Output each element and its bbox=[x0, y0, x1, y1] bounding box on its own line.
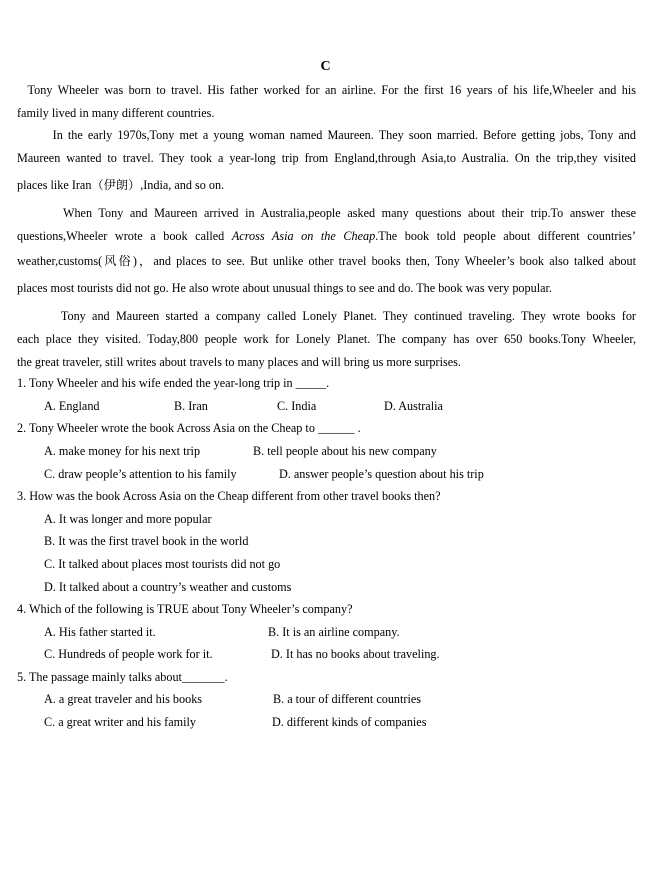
paragraph-line: Tony and Maureen started a company called Lonely Planet. They continued traveling. They wrote books for bbox=[17, 309, 636, 323]
question-5-option-d[interactable]: D. different kinds of companies bbox=[272, 715, 427, 729]
question-4-option-b[interactable]: B. It is an airline company. bbox=[268, 625, 400, 639]
question-1-option-b[interactable]: B. Iran bbox=[174, 399, 208, 413]
question-3-option-d[interactable]: D. It talked about a country’s weather and customs bbox=[44, 580, 292, 594]
question-1-option-a[interactable]: A. England bbox=[44, 399, 100, 413]
question-2-option-a[interactable]: A. make money for his next trip bbox=[44, 444, 201, 458]
question-4-stem: 4. Which of the following is TRUE about Tony Wheeler’s company? bbox=[17, 602, 353, 616]
question-5-option-c[interactable]: C. a great writer and his family bbox=[44, 715, 196, 729]
question-1-stem: 1. Tony Wheeler and his wife ended the year-long trip in _____. bbox=[17, 376, 330, 390]
paragraph-line: the great traveler, still writes about travels to many places and will bring us more surprises. bbox=[17, 355, 461, 369]
question-3-stem: 3. How was the book Across Asia on the Cheap different from other travel books then? bbox=[17, 489, 441, 503]
paragraph-line: When Tony and Maureen arrived in Australia,people asked many questions about their trip.To answer these bbox=[17, 206, 636, 220]
paragraph-2 bbox=[17, 124, 636, 198]
question-2-option-d[interactable]: D. answer people’s question about his trip bbox=[279, 467, 484, 481]
question-2-option-c[interactable]: C. draw people’s attention to his family bbox=[44, 467, 237, 481]
book-title: Across Asia on the Cheap bbox=[231, 229, 376, 243]
question-3-option-b[interactable]: B. It was the first travel book in the world bbox=[44, 534, 249, 548]
paragraph-4 bbox=[17, 305, 636, 374]
question-3-option-a[interactable]: A. It was longer and more popular bbox=[44, 512, 212, 526]
question-1-option-c[interactable]: C. India bbox=[277, 399, 317, 413]
paragraph-1 bbox=[17, 79, 636, 125]
question-2-option-b[interactable]: B. tell people about his new company bbox=[253, 444, 437, 458]
paragraph-line: weather,customs(风俗)，and places to see. But unlike other travel books then, Tony Wheeler’s book also talked about bbox=[17, 254, 636, 268]
paragraph-3 bbox=[17, 202, 636, 300]
paragraph-line bbox=[17, 225, 636, 248]
question-5-option-a[interactable]: A. a great traveler and his books bbox=[44, 692, 203, 706]
paragraph-line: places like Iran（伊朗）,India, and so on. bbox=[17, 178, 225, 192]
paragraph-line: places most tourists did not go. He also wrote about unusual things to see and do. The book was very popular. bbox=[17, 281, 552, 295]
section-title: C bbox=[320, 59, 331, 74]
paragraph-line: each place they visited. Today,800 people work for Lonely Planet. The company has over 650 books.Tony Wheeler, bbox=[17, 332, 636, 346]
question-4-option-c[interactable]: C. Hundreds of people work for it. bbox=[44, 647, 213, 661]
text-fragment: .The book told people about different countries’ bbox=[375, 229, 636, 243]
paragraph-line: Maureen wanted to travel. They took a year-long trip from England,through Asia,to Australia. On the trip,they visited bbox=[17, 151, 636, 165]
paragraph-line: family lived in many different countries. bbox=[17, 106, 215, 120]
paragraph-line: In the early 1970s,Tony met a young woman named Maureen. They soon married. Before getting jobs, Tony and bbox=[17, 128, 636, 142]
question-1-option-d[interactable]: D. Australia bbox=[384, 399, 443, 413]
question-4-option-a[interactable]: A. His father started it. bbox=[44, 625, 156, 639]
text-fragment: questions,Wheeler wrote a book called bbox=[17, 229, 232, 243]
question-5-stem: 5. The passage mainly talks about_______. bbox=[17, 670, 228, 684]
paragraph-line: Tony Wheeler was born to travel. His father worked for an airline. For the first 16 years of his life,Wheeler and his bbox=[17, 83, 636, 97]
question-5-option-b[interactable]: B. a tour of different countries bbox=[273, 692, 422, 706]
question-3-option-c[interactable]: C. It talked about places most tourists did not go bbox=[44, 557, 281, 571]
question-4-option-d[interactable]: D. It has no books about traveling. bbox=[271, 647, 440, 661]
question-2-stem: 2. Tony Wheeler wrote the book Across Asia on the Cheap to ______ . bbox=[17, 421, 361, 435]
